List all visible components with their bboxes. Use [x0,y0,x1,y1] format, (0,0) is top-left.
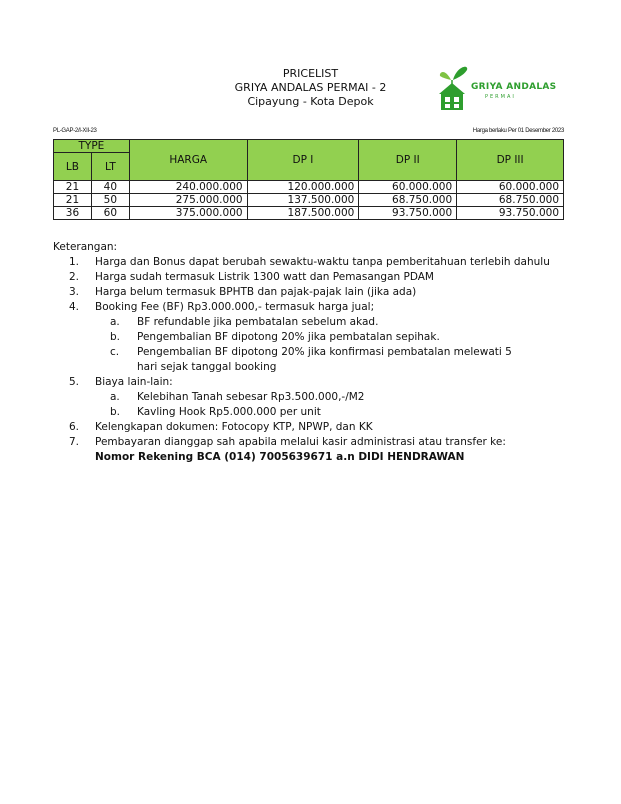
sub-list-item [53,345,573,375]
page-title: PRICELIST [282,67,339,80]
sub-item-text: Kavling Hook Rp5.000.000 per unit [137,406,321,418]
dp3-header: DP III [457,140,564,181]
item-number: 4. [69,301,80,313]
list-item [53,375,573,390]
item-text: Harga belum termasuk BPHTB dan pajak-pajak lain (jika ada) [95,286,417,298]
sub-list-item [53,390,573,405]
list-item [53,255,573,270]
item-text: Harga sudah termasuk Listrik 1300 watt dan Pemasangan PDAM [95,271,434,283]
harga-cell: 240.000.000 [129,181,247,194]
dp2-cell: 68.750.000 [359,194,457,207]
logo-brand: GRIYA ANDALAS [471,82,557,92]
sub-list-item [53,405,573,420]
dp1-cell: 187.500.000 [247,207,359,220]
project-location: Cipayung - Kota Depok [247,95,374,108]
item-number: 3. [69,286,80,298]
sub-item-letter: a. [110,391,120,403]
sub-item-text: Pengembalian BF dipotong 20% jika pembatalan sepihak. [137,331,440,343]
dp1-cell: 120.000.000 [247,181,359,194]
list-item [53,420,573,435]
dp1-cell: 137.500.000 [247,194,359,207]
sub-item-letter: a. [110,316,120,328]
table-row [54,207,564,220]
item-number: 2. [69,271,80,283]
dp2-header: DP II [359,140,457,181]
sub-list-item [53,330,573,345]
document-code: PL-GAP-2/I-XII-23 [53,128,97,134]
price-table [53,139,564,220]
item-text: Harga dan Bonus dapat berubah sewaktu-waktu tanpa pemberitahuan terlebih dahulu [95,256,550,268]
sub-item-text: Kelebihan Tanah sebesar Rp3.500.000,-/M2 [137,391,365,403]
sub-item-letter: c. [110,346,120,358]
logo-sub: PERMAI [485,94,516,100]
project-name: GRIYA ANDALAS PERMAI - 2 [234,81,387,94]
price-validity: Harga berlaku Per 01 Desember 2023 [472,128,564,134]
house-leaf-icon [437,64,471,112]
list-item [53,285,573,300]
dp3-cell: 93.750.000 [457,207,564,220]
harga-cell: 375.000.000 [129,207,247,220]
sub-item-text: BF refundable jika pembatalan sebelum akad. [137,316,379,328]
table-row [54,181,564,194]
item-number: 1. [69,256,80,268]
dp3-cell: 60.000.000 [457,181,564,194]
dp2-cell: 60.000.000 [359,181,457,194]
item-text: Booking Fee (BF) Rp3.000.000,- termasuk harga jual; [95,301,375,313]
item-number: 5. [69,376,80,388]
sub-item-letter: b. [110,331,121,343]
lt-cell: 50 [91,194,129,207]
harga-header: HARGA [129,140,247,181]
lt-cell: 60 [91,207,129,220]
dp3-cell: 68.750.000 [457,194,564,207]
lb-cell: 36 [54,207,92,220]
notes-title: Keterangan: [53,241,118,253]
item-text: Kelengkapan dokumen: Fotocopy KTP, NPWP, dan KK [95,421,373,433]
list-item [53,435,573,450]
table-row [54,194,564,207]
dp1-header: DP I [247,140,359,181]
item-text: Biaya lain-lain: [95,376,173,388]
lb-cell: 21 [54,181,92,194]
notes-section [53,240,573,465]
lb-cell: 21 [54,194,92,207]
type-header: TYPE [54,140,130,153]
lt-cell: 40 [91,181,129,194]
list-item [53,300,573,315]
harga-cell: 275.000.000 [129,194,247,207]
sub-item-letter: b. [110,406,121,418]
lt-header: LT [91,153,129,181]
item-number: 7. [69,436,80,448]
sub-list-item [53,315,573,330]
list-item [53,270,573,285]
item-number: 6. [69,421,80,433]
lb-header: LB [54,153,92,181]
sub-item-text: Pengembalian BF dipotong 20% jika konfirmasi pembatalan melewati 5 hari sejak tanggal booking [137,346,512,373]
griya-andalas-logo [437,64,557,112]
item-text: Pembayaran dianggap sah apabila melalui kasir administrasi atau transfer ke: [95,436,506,448]
bank-account [53,450,573,465]
bank-account-text: Nomor Rekening BCA (014) 7005639671 a.n DIDI HENDRAWAN [95,451,465,463]
dp2-cell: 93.750.000 [359,207,457,220]
